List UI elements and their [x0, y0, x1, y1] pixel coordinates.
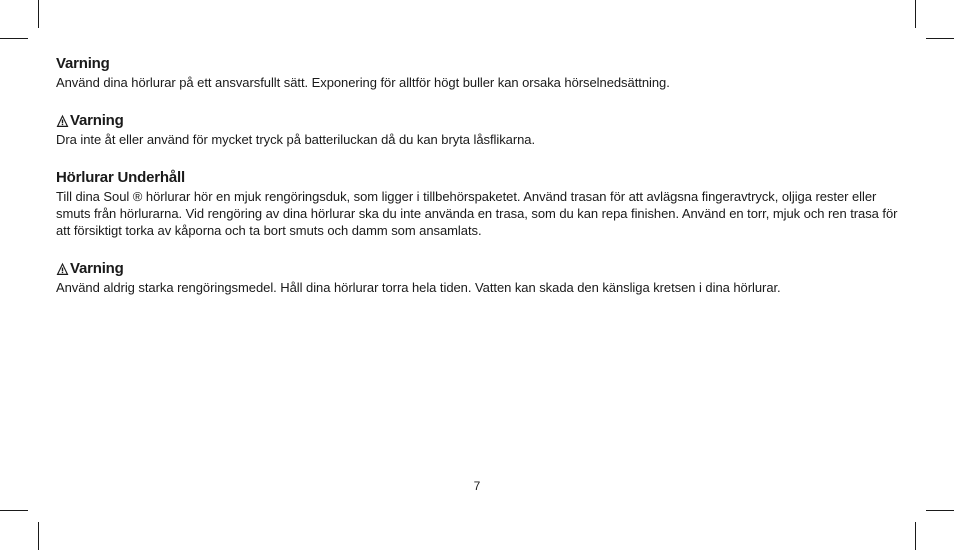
heading-text: Varning	[56, 55, 110, 72]
section-text: Använd dina hörlurar på ett ansvarsfullt sätt. Exponering för alltför högt buller kan orsaka hörselnedsättning.	[56, 75, 670, 90]
section-headphone-care	[56, 168, 902, 239]
document-content	[56, 54, 902, 296]
section-warning-battery	[56, 111, 902, 148]
crop-mark-top-right-vertical	[915, 0, 916, 28]
warning-triangle-icon	[56, 114, 69, 128]
crop-mark-top-left-horizontal	[0, 38, 28, 39]
crop-mark-top-right-horizontal	[926, 38, 954, 39]
crop-mark-top-left-vertical	[38, 0, 39, 28]
crop-mark-bottom-left-vertical	[38, 522, 39, 550]
crop-mark-bottom-right-vertical	[915, 522, 916, 550]
section-warning-cleaning	[56, 259, 902, 296]
crop-mark-bottom-right-horizontal	[926, 510, 954, 511]
heading-text: Varning	[70, 112, 124, 129]
section-text: Dra inte åt eller använd för mycket tryck på batteriluckan då du kan bryta låsflikarna.	[56, 132, 536, 147]
section-heading	[56, 259, 902, 279]
section-text: Använd aldrig starka rengöringsmedel. Håll dina hörlurar torra hela tiden. Vatten kan skada den känsliga kretsen i dina hörlurar.	[56, 280, 781, 295]
section-warning-hearing	[56, 54, 902, 91]
section-heading	[56, 168, 902, 188]
warning-triangle-icon	[56, 262, 69, 276]
section-heading	[56, 111, 902, 131]
page-number: 7	[473, 479, 481, 493]
section-heading	[56, 54, 902, 74]
heading-text: Varning	[70, 260, 124, 277]
heading-text: Hörlurar Underhåll	[56, 169, 185, 186]
section-text: Till dina Soul ® hörlurar hör en mjuk rengöringsduk, som ligger i tillbehörspaketet. Använd trasan för att avlägsna fingeravtryck, oljiga rester eller smuts från hörlurarna. Vid rengöring av dina hörlurar ska du inte använda en trasa, som du kan repa finishen. Använd en torr, mjuk och ren trasa för att försiktigt torka av kåporna och ta bort smuts och damm som ansamlats.	[56, 189, 898, 238]
crop-mark-bottom-left-horizontal	[0, 510, 28, 511]
